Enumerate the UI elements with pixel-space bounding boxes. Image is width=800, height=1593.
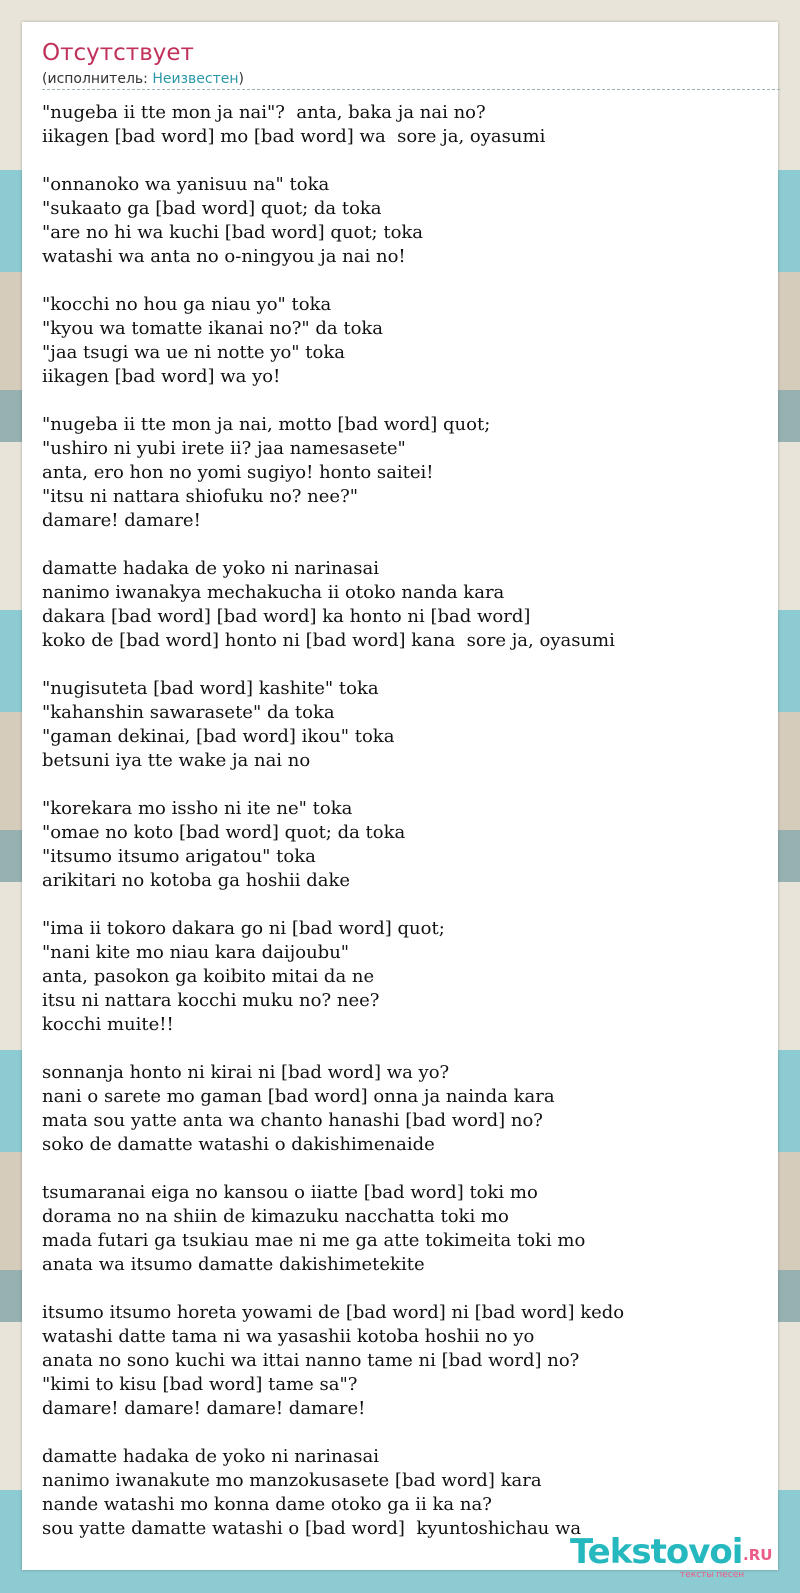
lyrics-line: "itsumo itsumo arigatou" toka	[42, 846, 316, 867]
lyrics-blank-line	[42, 269, 772, 293]
lyrics-blank-line	[42, 893, 772, 917]
lyrics-line: anata wa itsumo damatte dakishimetekite	[42, 1254, 425, 1275]
lyrics-blank-line	[42, 653, 772, 677]
lyrics-line: "kocchi no hou ga niau yo" toka	[42, 294, 332, 315]
lyrics-line: dakara [bad word] [bad word] ka honto ni [bad word]	[42, 606, 531, 627]
lyrics-line: "ima ii tokoro dakara go ni [bad word] quot;	[42, 918, 445, 939]
lyrics-line: "jaa tsugi wa ue ni notte yo" toka	[42, 342, 345, 363]
artist-link[interactable]: Неизвестен	[152, 71, 239, 87]
lyrics-line: "ushiro ni yubi irete ii? jaa namesasete"	[42, 438, 406, 459]
lyrics-line: sou yatte damatte watashi o [bad word] kyuntoshichau wa	[42, 1518, 582, 1539]
lyrics-line: "nani kite mo niau kara daijoubu"	[42, 942, 350, 963]
lyrics-blank-line	[42, 1421, 772, 1445]
lyrics-line: koko de [bad word] honto ni [bad word] kana sore ja, oyasumi	[42, 630, 615, 651]
lyrics-line: "onnanoko wa yanisuu na" toka	[42, 174, 330, 195]
song-title: Отсутствует	[42, 40, 194, 66]
divider	[42, 89, 780, 90]
lyrics-line: mada futari ga tsukiau mae ni me ga atte tokimeita toki mo	[42, 1230, 586, 1251]
lyrics-blank-line	[42, 1037, 772, 1061]
lyrics-blank-line	[42, 149, 772, 173]
lyrics-line: anata no sono kuchi wa ittai nanno tame ni [bad word] no?	[42, 1350, 580, 1371]
lyrics-line: "are no hi wa kuchi [bad word] quot; toka	[42, 222, 424, 243]
artist-label: исполнитель:	[47, 71, 148, 87]
lyrics-line: "kyou wa tomatte ikanai no?" da toka	[42, 318, 384, 339]
site-logo[interactable]	[570, 1532, 780, 1584]
lyrics-line: "nugisuteta [bad word] kashite" toka	[42, 678, 379, 699]
lyrics-line: "korekara mo issho ni ite ne" toka	[42, 798, 353, 819]
lyrics-line: arikitari no kotoba ga hoshii dake	[42, 870, 351, 891]
lyrics-line: mata sou yatte anta wa chanto hanashi [bad word] no?	[42, 1110, 543, 1131]
lyrics-line: betsuni iya tte wake ja nai no	[42, 750, 311, 771]
lyrics-line: anta, pasokon ga koibito mitai da ne	[42, 966, 375, 987]
lyrics-line: nande watashi mo konna dame otoko ga ii ka na?	[42, 1494, 492, 1515]
lyrics-line: dorama no na shiin de kimazuku nacchatta toki mo	[42, 1206, 509, 1227]
lyrics-blank-line	[42, 1157, 772, 1181]
lyrics-card	[22, 22, 778, 1570]
lyrics-line: nanimo iwanakute mo manzokusasete [bad word] kara	[42, 1470, 542, 1491]
lyrics-line: "nugeba ii tte mon ja nai, motto [bad word] quot;	[42, 414, 491, 435]
lyrics-line: nani o sarete mo gaman [bad word] onna ja nainda kara	[42, 1086, 555, 1107]
logo-name: Tekstovoi	[570, 1532, 743, 1572]
lyrics-line: "kimi to kisu [bad word] tame sa"?	[42, 1374, 358, 1395]
lyrics-line: damatte hadaka de yoko ni narinasai	[42, 1446, 380, 1467]
logo-domain: .RU	[743, 1546, 773, 1564]
lyrics-line: "omae no koto [bad word] quot; da toka	[42, 822, 406, 843]
lyrics-line: itsu ni nattara kocchi muku no? nee?	[42, 990, 380, 1011]
lyrics-line: damatte hadaka de yoko ni narinasai	[42, 558, 380, 579]
lyrics-line: anta, ero hon no yomi sugiyo! honto saitei!	[42, 462, 434, 483]
artist-line: (исполнитель: Неизвестен)	[42, 71, 244, 87]
logo-tagline: тексты песен	[680, 1570, 745, 1580]
lyrics-line: watashi wa anta no o-ningyou ja nai no!	[42, 246, 406, 267]
lyrics-line: "gaman dekinai, [bad word] ikou" toka	[42, 726, 395, 747]
lyrics-blank-line	[42, 773, 772, 797]
lyrics-line: sonnanja honto ni kirai ni [bad word] wa yo?	[42, 1062, 450, 1083]
lyrics-blank-line	[42, 533, 772, 557]
lyrics-line: "kahanshin sawarasete" da toka	[42, 702, 335, 723]
lyrics-line: itsumo itsumo horeta yowami de [bad word] ni [bad word] kedo	[42, 1302, 625, 1323]
lyrics-blank-line	[42, 389, 772, 413]
lyrics-line: damare! damare! damare! damare!	[42, 1398, 366, 1419]
lyrics-line: "sukaato ga [bad word] quot; da toka	[42, 198, 382, 219]
lyrics-line: "nugeba ii tte mon ja nai"? anta, baka ja nai no?	[42, 102, 486, 123]
lyrics-line: iikagen [bad word] wa yo!	[42, 366, 281, 387]
lyrics-line: kocchi muite!!	[42, 1014, 174, 1035]
lyrics-line: "itsu ni nattara shiofuku no? nee?"	[42, 486, 359, 507]
lyrics-blank-line	[42, 1277, 772, 1301]
lyrics-line: soko de damatte watashi o dakishimenaide	[42, 1134, 435, 1155]
lyrics-line: watashi datte tama ni wa yasashii kotoba hoshii no yo	[42, 1326, 535, 1347]
lyrics-text	[42, 101, 772, 1541]
lyrics-line: tsumaranai eiga no kansou o iiatte [bad word] toki mo	[42, 1182, 538, 1203]
lyrics-line: iikagen [bad word] mo [bad word] wa sore ja, oyasumi	[42, 126, 546, 147]
lyrics-line: damare! damare!	[42, 510, 201, 531]
lyrics-line: nanimo iwanakya mechakucha ii otoko nanda kara	[42, 582, 505, 603]
